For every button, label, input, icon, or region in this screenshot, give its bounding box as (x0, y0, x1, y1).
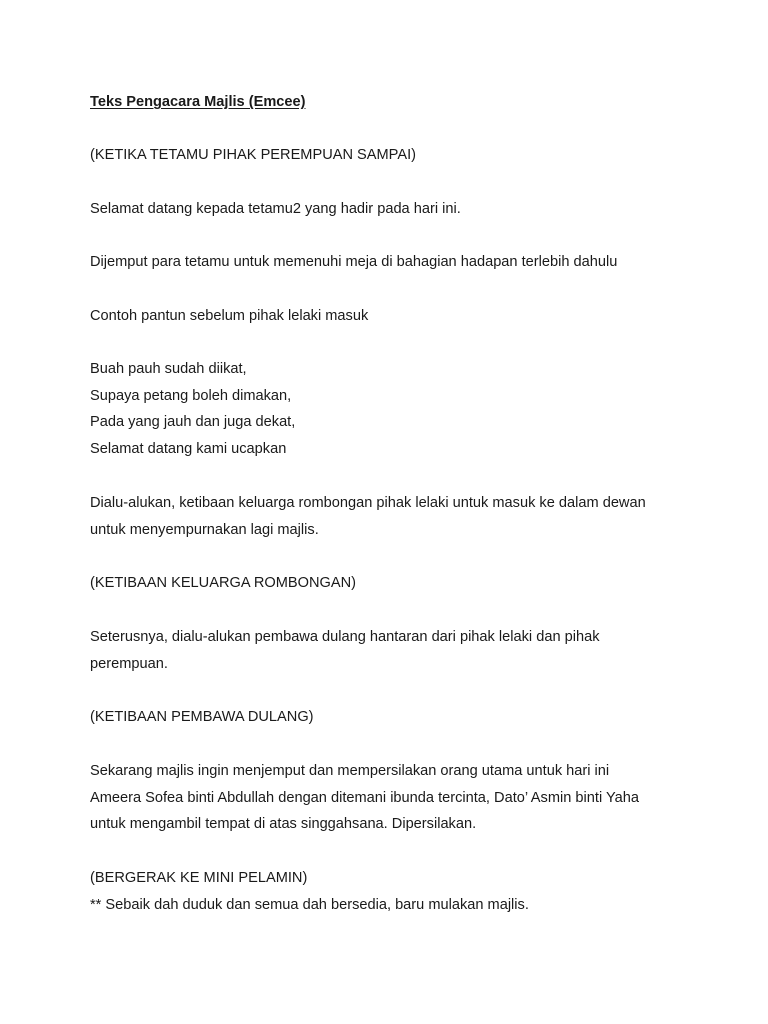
stage-direction-tetamu-sampai: (KETIKA TETAMU PIHAK PEREMPUAN SAMPAI) (90, 147, 416, 163)
stage-direction-pelamin: (BERGERAK KE MINI PELAMIN) (90, 870, 308, 886)
welcome-rombongan-line-2: untuk menyempurnakan lagi majlis. (90, 522, 319, 538)
pantun-line-3: Pada yang jauh dan juga dekat, (90, 414, 296, 430)
pantun-line-2: Supaya petang boleh dimakan, (90, 388, 292, 404)
main-guest-line-1: Sekarang majlis ingin menjemput dan mempersilakan orang utama untuk hari ini (90, 763, 610, 779)
stage-direction-rombongan: (KETIBAAN KELUARGA ROMBONGAN) (90, 575, 356, 591)
welcome-line: Selamat datang kepada tetamu2 yang hadir pada hari ini. (90, 201, 461, 217)
pantun-line-1: Buah pauh sudah diikat, (90, 361, 247, 377)
pantun-intro-line: Contoh pantun sebelum pihak lelaki masuk (90, 308, 369, 324)
document-title: Teks Pengacara Majlis (Emcee) (90, 94, 306, 110)
main-guest-line-3: untuk mengambil tempat di atas singgahsana. Dipersilakan. (90, 816, 477, 832)
closing-note: ** Sebaik dah duduk dan semua dah bersedia, baru mulakan majlis. (90, 897, 529, 913)
dulang-welcome-line-2: perempuan. (90, 656, 168, 672)
main-guest-line-2: Ameera Sofea binti Abdullah dengan ditemani ibunda tercinta, Dato’ Asmin binti Yaha (90, 790, 639, 806)
pantun-line-4: Selamat datang kami ucapkan (90, 441, 287, 457)
stage-direction-pembawa-dulang: (KETIBAAN PEMBAWA DULANG) (90, 709, 314, 725)
invite-seating-line: Dijemput para tetamu untuk memenuhi meja di bahagian hadapan terlebih dahulu (90, 254, 618, 270)
welcome-rombongan-line-1: Dialu-alukan, ketibaan keluarga rombongan pihak lelaki untuk masuk ke dalam dewan (90, 495, 646, 511)
dulang-welcome-line-1: Seterusnya, dialu-alukan pembawa dulang hantaran dari pihak lelaki dan pihak (90, 629, 600, 645)
